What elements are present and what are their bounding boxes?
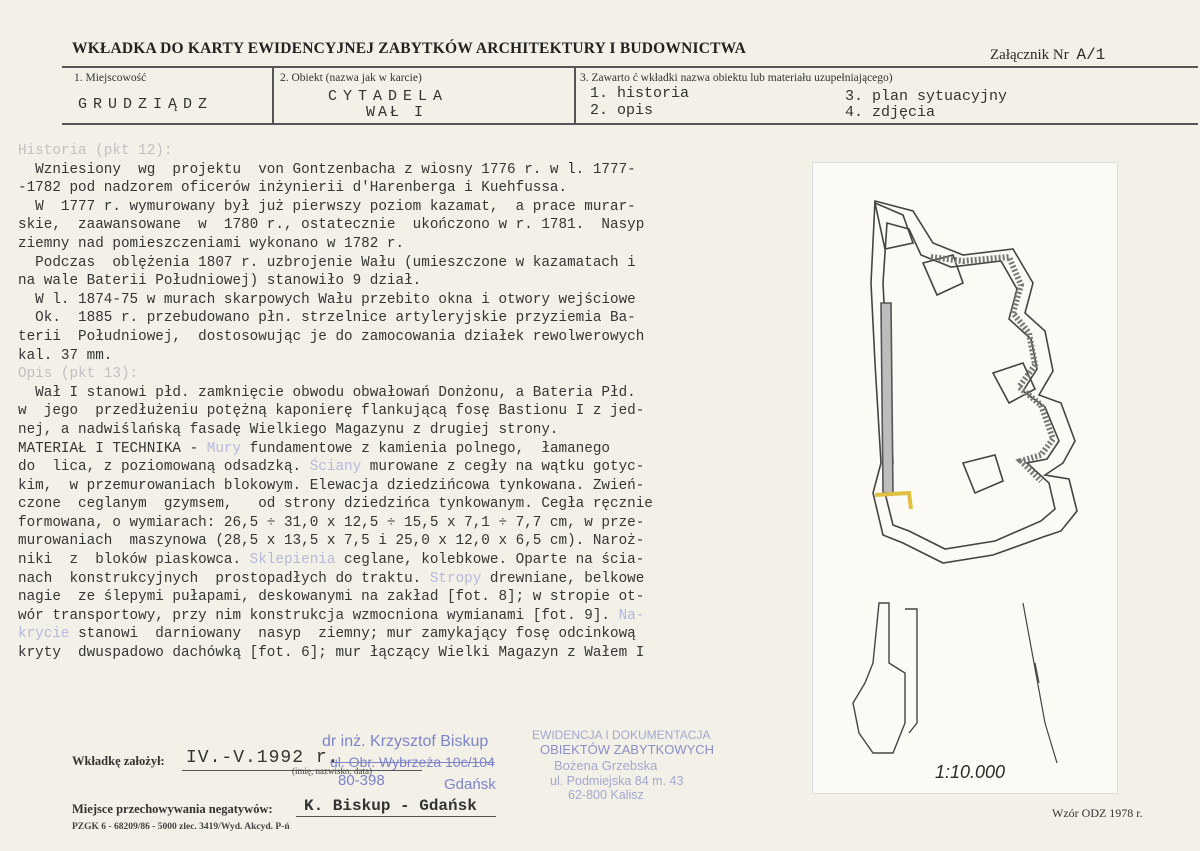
- material-line: formowana, o wymiarach: 26,5 ÷ 31,0 x 12,5 ÷ 15,5 x 7,1 ÷ 7,7 cm, w prze-: [18, 514, 645, 531]
- material-text: niki z bloków piaskowca.: [18, 552, 250, 569]
- material-vaults: Sklepienia: [249, 552, 336, 569]
- card-title: WKŁADKA DO KARTY EWIDENCYJNEJ ZABYTKÓW ARCHITEKTURY I BUDOWNICTWA: [72, 40, 747, 57]
- created-by-label: Wkładkę założył:: [72, 754, 165, 768]
- contents-item: 3. plan sytuacyjny: [845, 88, 1008, 105]
- stamp2-line: EWIDENCJA I DOKUMENTACJA: [532, 728, 711, 742]
- material-text: do lica, z poziomowaną odsadzką.: [18, 459, 310, 476]
- stamp2-line: Bożena Grzebska: [554, 758, 658, 773]
- plan-wall-west: [881, 303, 893, 493]
- stamp2-line: OBIEKTÓW ZABYTKOWYCH: [540, 742, 715, 757]
- contents-item: 2. opis: [590, 102, 654, 119]
- history-line: na wale Baterii Południowej) stanowiło 9 dział.: [18, 273, 422, 290]
- material-line: [18, 551, 778, 570]
- annex-label: Załącznik Nr: [990, 47, 1069, 63]
- object-label: 2. Obiekt (nazwa jak w karcie): [280, 72, 422, 84]
- material-line: murowaniach maszynowa (28,5 x 13,5 x 7,5 i 25,0 x 12,0 x 6,5 cm). Naroż-: [18, 533, 645, 550]
- material-line: nagie ze ślepymi pułapami, deskowanymi na zakład [fot. 8]; w stropie ot-: [18, 589, 645, 606]
- body-text: [18, 142, 778, 663]
- stamp-name: dr inż. Krzysztof Biskup: [322, 733, 489, 750]
- history-line: kal. 37 mm.: [18, 347, 113, 364]
- material-line: kryty dwuspadowo dachówką [fot. 6]; mur łączący Wielki Magazyn z Wałem I: [18, 645, 645, 662]
- site-plan: [812, 162, 1118, 794]
- plan-casemate: [963, 455, 1003, 493]
- material-line: [18, 570, 778, 589]
- material-line: [18, 440, 778, 459]
- history-line: ziemny nad pomieszczeniami wykonano w 1782 r.: [18, 235, 405, 252]
- history-line: W l. 1874-75 w murach skarpowych Wału przebito okna i otwory wejściowe: [18, 291, 636, 308]
- stamp2-line: 62-800 Kalisz: [568, 788, 644, 802]
- material-text: murowane z cegły na wątku gotyc-: [361, 459, 645, 476]
- material-text: ceglane, kolebkowe. Oparte na ścia-: [335, 552, 645, 569]
- form-code: Wzór ODZ 1978 r.: [1052, 806, 1143, 820]
- material-heading: MATERIAŁ I TECHNIKA -: [18, 440, 207, 457]
- negatives-label: Miejsce przechowywania negatywów:: [72, 802, 273, 816]
- field-divider-1: [272, 66, 274, 123]
- material-roofing-1: Na-: [618, 607, 645, 624]
- material-line: czone ceglanym gzymsem, od strony dziedzińca tynkowanym. Cegła ręcznie: [18, 496, 653, 513]
- plan-scale: 1:10.000: [935, 762, 1006, 782]
- material-text: nach konstrukcyjnych prostopadłych do traktu.: [18, 570, 430, 587]
- history-line: Podczas oblężenia 1807 r. uzbrojenie Wału (umieszczone w kazamatach i: [18, 254, 636, 271]
- stamp-address-3: Gdańsk: [444, 776, 496, 793]
- material-roofing-2: krycie: [18, 626, 70, 643]
- material-walls: Mury: [206, 440, 242, 457]
- locality-value: GRUDZIĄDZ: [78, 96, 214, 113]
- negatives-rule: [296, 816, 496, 817]
- fortification-plan-drawing: [813, 163, 1117, 793]
- created-by-value: IV.-V.1992 r.: [186, 748, 340, 768]
- material-ceilings: Stropy: [429, 570, 482, 587]
- object-value-line-1: CYTADELA: [328, 88, 449, 105]
- material-partitions: Ściany: [309, 459, 362, 476]
- field-divider-2: [574, 66, 576, 123]
- locality-label: 1. Miejscowość: [74, 72, 147, 84]
- plan-outline-outer: [871, 201, 1077, 563]
- description-line: w jego przedłużeniu potężną kaponierę flankującą fosę Bastionu I z jed-: [18, 403, 645, 420]
- contents-item: 1. historia: [590, 85, 690, 102]
- material-text: wór transportowy, przy nim konstrukcja wzmocniona wymianami [fot. 9].: [18, 607, 619, 624]
- history-line: terii Południowej, dostosowując je do zamocowania działek rewolwerowych: [18, 328, 645, 345]
- plan-highlight: [875, 493, 911, 509]
- history-line: W 1777 r. wymurowany był już pierwszy poziom kazamat, a prace murar-: [18, 198, 636, 215]
- description-line: Wał I stanowi płd. zamknięcie obwodu obwałowań Donżonu, a Bateria Płd.: [18, 384, 636, 401]
- stamp-address-2: 80-398: [338, 772, 385, 789]
- material-text: fundamentowe z kamienia polnego, łamanego: [241, 440, 610, 457]
- material-line: [18, 458, 778, 477]
- stamp2-line: ul. Podmiejska 84 m. 43: [550, 774, 684, 788]
- material-line: kim, w przemurowaniach blokowym. Elewacja dziedzińcowa tynkowana. Zwień-: [18, 477, 645, 494]
- material-text: drewniane, belkowe: [481, 570, 645, 587]
- plan-river-line: [1023, 603, 1057, 763]
- material-text: stanowi darniowany nasyp ziemny; mur zamykający fosę odcinkową: [69, 626, 636, 643]
- material-line: [18, 625, 778, 644]
- created-by-sublabel: (imię, nazwisko, data): [292, 766, 372, 776]
- negatives-value: K. Biskup - Gdańsk: [304, 797, 477, 815]
- description-line: nej, a nadwiślańską fasadę Wielkiego Magazynu z drugiej strony.: [18, 421, 559, 438]
- stamp-address-1: ul. Obr. Wybrzeża 10c/104: [330, 754, 495, 770]
- header-rule: [62, 66, 1198, 68]
- history-line: Ok. 1885 r. przebudowano płn. strzelnice artyleryjskie przyziemia Ba-: [18, 310, 636, 327]
- fields-rule: [62, 123, 1198, 125]
- contents-label: 3. Zawarto ć wkładki nazwa obiektu lub materiału uzupełniającego): [580, 72, 893, 84]
- history-line: -1782 pod nadzorem oficerów inżynierii d'Harenberga i Kuehfussa.: [18, 180, 568, 197]
- history-line: Wzniesiony wg projektu von Gontzenbacha z wiosny 1776 r. w l. 1777-: [18, 161, 636, 178]
- contents-item: 4. zdjęcia: [845, 104, 936, 121]
- history-line: skie, zaawansowane w 1780 r., ostatecznie ukończono w r. 1781. Nasyp: [18, 217, 645, 234]
- plan-wall-band: [931, 257, 1053, 481]
- print-info: PZGK 6 - 68209/86 - 5000 zlec. 3419/Wyd. Akcyd. P-ń: [72, 822, 290, 832]
- description-heading: Opis (pkt 13):: [18, 366, 139, 383]
- object-value-line-2: WAŁ I: [366, 104, 427, 121]
- annex-value: A/1: [1076, 46, 1106, 64]
- material-line: [18, 607, 778, 626]
- annex-number: [990, 46, 1105, 64]
- plan-detail-lower-2: [905, 609, 917, 733]
- plan-detail-lower: [853, 603, 905, 753]
- history-heading: Historia (pkt 12):: [18, 143, 173, 159]
